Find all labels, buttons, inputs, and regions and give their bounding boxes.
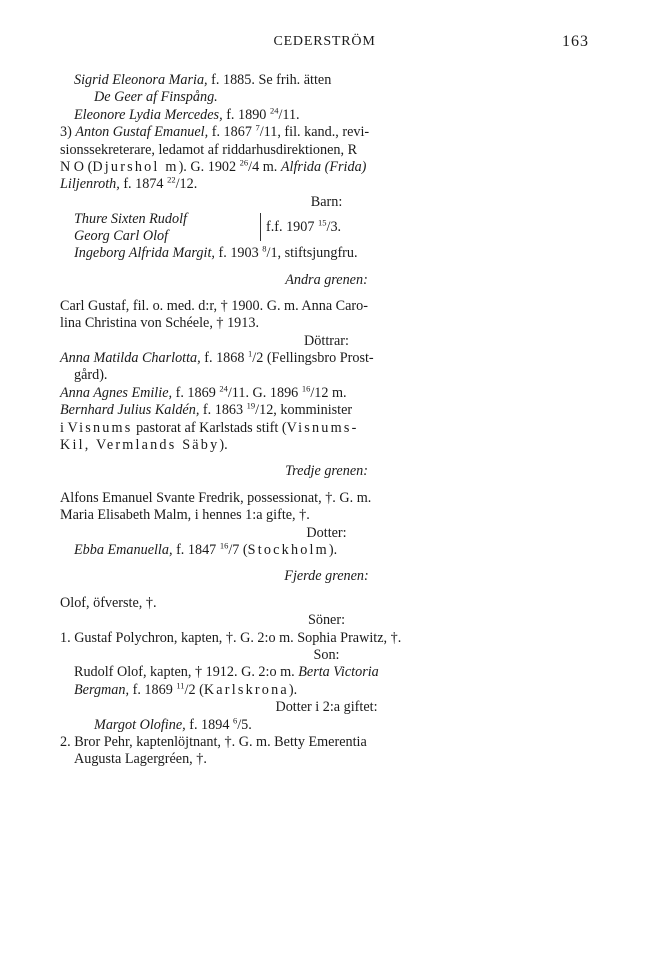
text-span: sionssekreterare, ledamot af riddarhusdirektionen, R [60, 141, 358, 158]
name-alfrida: Alfrida (Frida) [280, 158, 367, 175]
text-line [60, 507, 593, 524]
name-eleonore: Eleonore Lydia Mercedes, [74, 106, 223, 123]
text-line [60, 525, 593, 542]
text-line [60, 664, 593, 681]
section-label: Döttrar: [304, 332, 349, 349]
superscript: 16 [219, 540, 229, 551]
text-span: ). [328, 541, 338, 558]
spacer [60, 481, 593, 490]
text-span: /7 ( [228, 541, 248, 558]
page-header-title: CEDERSTRÖM [273, 34, 376, 49]
text-span: /2 (Fellingsbro Prost- [252, 350, 374, 367]
spacer [60, 454, 593, 463]
text-line [60, 72, 593, 89]
text-span: 3) [60, 124, 72, 141]
text-span: f. 1869 [132, 681, 173, 698]
name-ingeborg: Ingeborg Alfrida Margit, [74, 245, 215, 262]
text-span: f. 1874 [123, 176, 164, 193]
text-span: /11. G. 1896 [227, 384, 299, 401]
text-line [60, 490, 593, 507]
superscript: 1 [248, 348, 253, 359]
spacer [60, 263, 593, 272]
text-line [60, 298, 593, 315]
text-span: f. 1894 [189, 716, 230, 733]
section-label: Dotter: [306, 524, 347, 541]
twins-entry [60, 211, 593, 245]
text-span: Olof, öfverste, †. [60, 594, 157, 611]
twins-date [266, 219, 341, 236]
name-thure: Thure Sixten Rudolf [74, 211, 187, 228]
text-span: f. 1868 [204, 350, 245, 367]
text-line [60, 714, 593, 734]
text-line [60, 437, 593, 454]
text-span: f. 1863 [202, 402, 244, 419]
text-span: /11, fil. kand., revi- [259, 124, 370, 141]
text-line [60, 699, 593, 716]
text-line [60, 420, 593, 437]
text-line [60, 142, 593, 159]
text-line [60, 595, 593, 612]
text-line [60, 194, 593, 211]
superscript: 24 [269, 105, 279, 116]
text-span: ). [219, 437, 228, 454]
text-span: De Geer af Finspång. [94, 89, 218, 106]
text-line [60, 402, 593, 419]
brace-mark [255, 213, 261, 241]
branch-heading [60, 463, 593, 480]
section-label: Son: [313, 646, 340, 663]
text-line [60, 385, 593, 402]
text-span: Andra grenen: [285, 271, 368, 288]
text-line [60, 124, 593, 141]
place-djursholm: Djurshol m [92, 158, 179, 175]
text-span: /12 m. [310, 384, 347, 401]
text-span: i [60, 419, 64, 436]
text-line [60, 751, 593, 768]
name-margot: Margot Olofine, [94, 716, 186, 733]
text-span: /4 m. [248, 158, 278, 175]
text-line [60, 89, 593, 106]
text-span: /11. [278, 106, 300, 123]
text-span: /5. [237, 716, 252, 733]
name-georg: Georg Carl Olof [74, 228, 169, 245]
text-line [60, 679, 593, 699]
text-line [60, 333, 593, 350]
spacer [60, 559, 593, 568]
name-anna-agnes: Anna Agnes Emilie, [60, 384, 173, 401]
text-span: Fjerde grenen: [284, 568, 369, 585]
place-visnums-kil: Visnums- [286, 419, 359, 436]
text-span: 2. Bror Pehr, kaptenlöjtnant, †. G. m. Betty Emerentia [60, 733, 367, 750]
name-berta: Berta Victoria [298, 664, 379, 681]
text-line [60, 630, 593, 647]
text-span: lina Christina von Schéele, † 1913. [60, 315, 259, 332]
text-line [60, 350, 593, 367]
spacer [60, 586, 593, 595]
place-vermlands-saby: Kil, Vermlands Säby [60, 437, 220, 454]
text-span: f. 1869 [175, 384, 216, 401]
text-line [60, 159, 593, 176]
place-stockholm: Stockholm [247, 541, 329, 558]
text-span: Carl Gustaf, fil. o. med. d:r, † 1900. G. m. Anna Caro- [60, 297, 368, 314]
name-bernhard: Bernhard Julius Kaldén, [60, 402, 200, 419]
text-span: Alfons Emanuel Svante Fredrik, possessionat, †. G. m. [60, 489, 372, 506]
text-span: f. 1847 [176, 541, 217, 558]
page-body [60, 72, 593, 769]
text-line [60, 176, 593, 193]
text-span: Maria Elisabeth Malm, i hennes 1:a gifte, †. [60, 507, 310, 524]
text-span: Tredje grenen: [285, 463, 368, 480]
superscript: 15 [318, 217, 327, 228]
name-sigrid: Sigrid Eleonora Maria, [74, 72, 208, 88]
spacer [60, 289, 593, 298]
superscript: 26 [239, 157, 249, 168]
text-span: N O ( [60, 158, 93, 175]
text-span: /2 ( [184, 681, 204, 698]
superscript: 8 [262, 243, 267, 254]
text-span: gård). [74, 367, 108, 384]
text-line [60, 107, 593, 124]
superscript: 7 [255, 122, 260, 133]
superscript: 16 [301, 383, 311, 394]
text-line [60, 245, 593, 262]
section-label: Dotter i 2:a giftet: [275, 699, 378, 716]
text-span: f. 1867 [211, 124, 252, 141]
text-span: 1. Gustaf Polychron, kapten, †. G. 2:o m. Sophia Prawitz, †. [60, 629, 402, 646]
name-bergman: Bergman, [74, 681, 130, 698]
text-span: /12, komminister [255, 402, 353, 419]
text-line [60, 367, 593, 384]
name-anton: Anton Gustaf Emanuel, [75, 124, 209, 141]
text-span: f. 1890 [226, 106, 267, 123]
name-liljenroth: Liljenroth, [60, 176, 120, 193]
name-anna-matilda: Anna Matilda Charlotta, [60, 350, 201, 367]
text-span: pastorat af Karlstads stift ( [136, 419, 287, 436]
name-ebba: Ebba Emanuella, [74, 541, 173, 558]
superscript: 6 [232, 714, 238, 725]
text-span: Augusta Lagergréen, †. [74, 751, 207, 768]
text-span: f. 1885. Se frih. ätten [211, 72, 332, 88]
place-karlskrona: Karlskrona [203, 681, 289, 698]
running-head [0, 33, 649, 55]
text-span: ). [288, 681, 298, 698]
superscript: 24 [219, 383, 228, 394]
superscript: 22 [167, 174, 176, 185]
text-line [60, 647, 593, 664]
text-line [60, 612, 593, 629]
branch-heading [60, 568, 593, 585]
text-line [60, 315, 593, 332]
text-line [60, 542, 593, 559]
section-label: Söner: [307, 612, 346, 629]
section-label: Barn: [310, 193, 343, 210]
text-span: f.f. 1907 [266, 219, 315, 236]
place-visnums: Visnums [67, 419, 133, 436]
text-line [60, 734, 593, 751]
branch-heading [60, 272, 593, 289]
text-span: /1, stiftsjungfru. [266, 245, 358, 262]
text-span: /12. [175, 176, 198, 193]
text-span: ). G. 1902 [178, 158, 237, 175]
superscript: 19 [246, 400, 256, 411]
page-number: 163 [562, 33, 589, 50]
text-span: f. 1903 [218, 245, 259, 262]
text-span: Rudolf Olof, kapten, † 1912. G. 2:o m. [74, 664, 295, 681]
superscript: 11 [176, 679, 185, 690]
text-span: /3. [326, 219, 342, 236]
